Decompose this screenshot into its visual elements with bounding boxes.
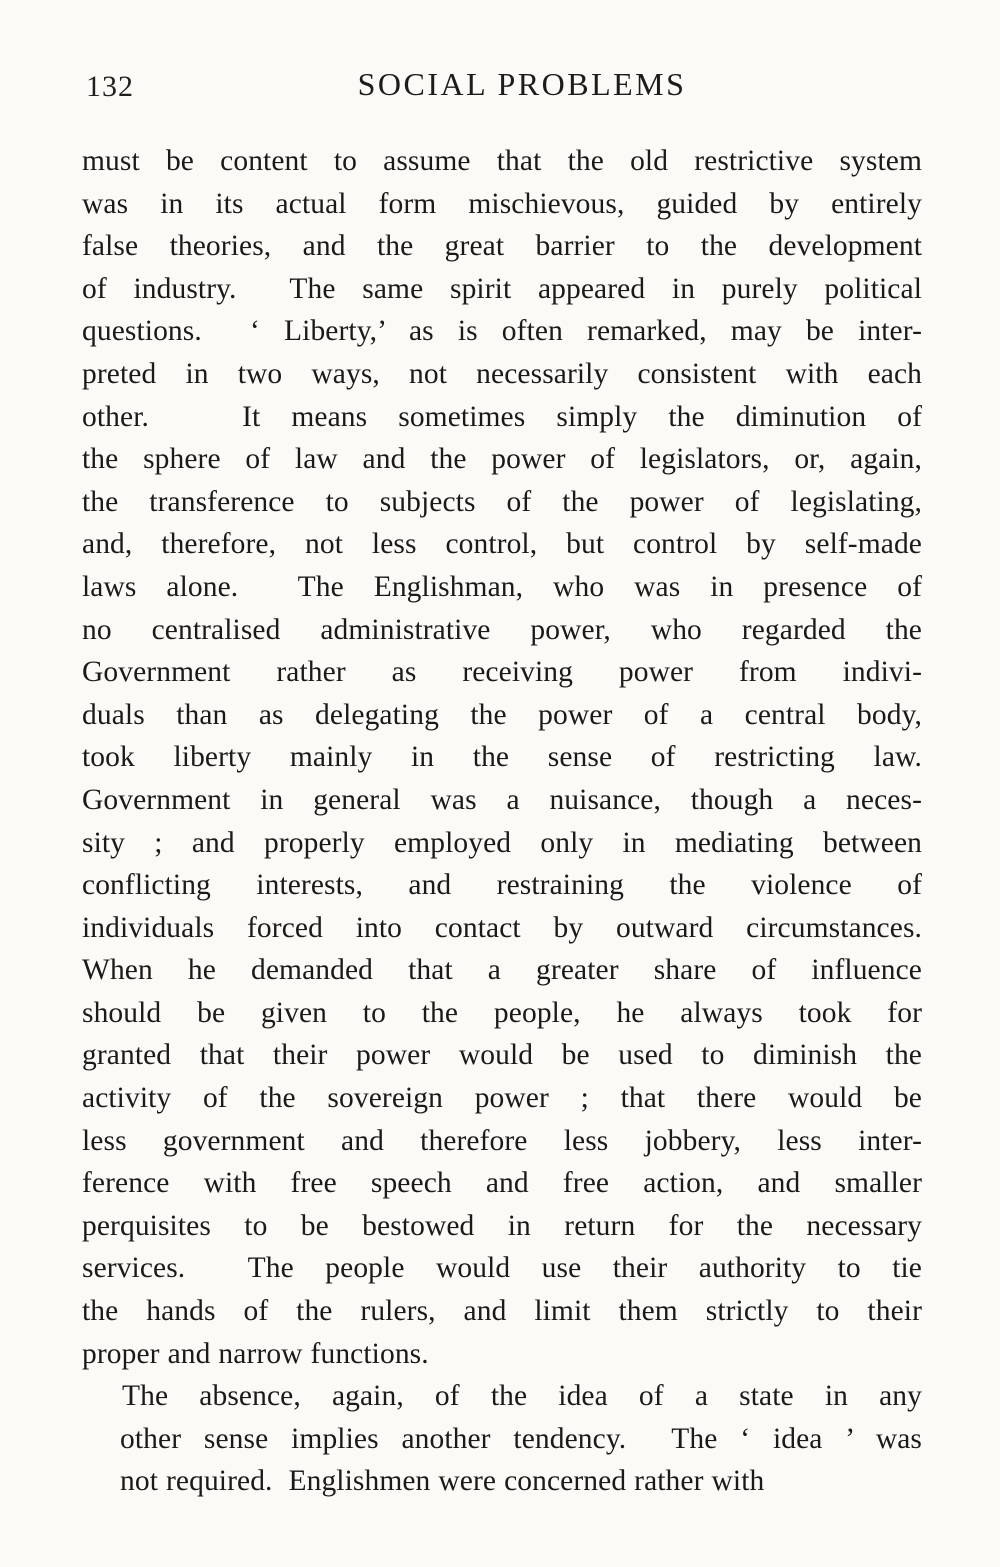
text-line: Government in general was a nuisance, though a neces-: [82, 783, 922, 816]
text-line: duals than as delegating the power of a central body,: [82, 698, 922, 731]
paragraph-2: [82, 1375, 922, 1503]
text-line: not required. Englishmen were concerned rather with: [120, 1465, 765, 1498]
text-line: activity of the sovereign power ; that there would be: [82, 1082, 922, 1115]
text-line: questions. ‘ Liberty,’ as is often remarked, may be inter-: [82, 315, 922, 348]
text-line: conflicting interests, and restraining the violence of: [82, 869, 922, 902]
text-line: When he demanded that a greater share of influence: [82, 954, 922, 987]
text-line: the transference to subjects of the power of legislating,: [82, 485, 922, 518]
text-line: services. The people would use their authority to tie: [82, 1252, 922, 1285]
text-line: of industry. The same spirit appeared in purely political: [82, 272, 922, 305]
text-line: other. It means sometimes simply the diminution of: [82, 400, 922, 433]
text-line: took liberty mainly in the sense of restricting law.: [82, 741, 922, 774]
text-line: and, therefore, not less control, but control by self-made: [82, 528, 922, 561]
text-line: ference with free speech and free action, and smaller: [82, 1167, 922, 1200]
text-line: individuals forced into contact by outward circumstances.: [82, 911, 922, 944]
text-line: should be given to the people, he always took for: [82, 996, 922, 1029]
text-line: other sense implies another tendency. The ‘ idea ’ was: [120, 1422, 922, 1455]
text-line: was in its actual form mischievous, guided by entirely: [82, 187, 922, 220]
running-title: SOCIAL PROBLEMS: [357, 66, 687, 102]
text-line: the hands of the rulers, and limit them strictly to their: [82, 1295, 922, 1328]
body-text: [82, 140, 922, 1503]
text-line: perquisites to be bestowed in return for the necessary: [82, 1209, 922, 1242]
text-line: laws alone. The Englishman, who was in presence of: [82, 570, 922, 603]
text-line: must be content to assume that the old restrictive system: [82, 145, 922, 177]
text-line: Government rather as receiving power from indivi-: [82, 656, 922, 689]
text-line: false theories, and the great barrier to the development: [82, 230, 922, 263]
text-line: sity ; and properly employed only in mediating between: [82, 826, 922, 859]
text-line: no centralised administrative power, who regarded the: [82, 613, 922, 646]
page-number: 132: [86, 70, 134, 103]
page-content: [82, 62, 922, 1503]
text-line: granted that their power would be used to diminish the: [82, 1039, 922, 1072]
text-line: preted in two ways, not necessarily consistent with each: [82, 357, 922, 390]
text-line: the sphere of law and the power of legislators, or, again,: [82, 443, 922, 476]
text-line: less government and therefore less jobbery, less inter-: [82, 1124, 922, 1157]
text-line: proper and narrow functions.: [82, 1337, 429, 1370]
text-line: The absence, again, of the idea of a state in any: [122, 1380, 922, 1413]
paragraph-1: [82, 140, 922, 1375]
page-header: [82, 62, 922, 126]
